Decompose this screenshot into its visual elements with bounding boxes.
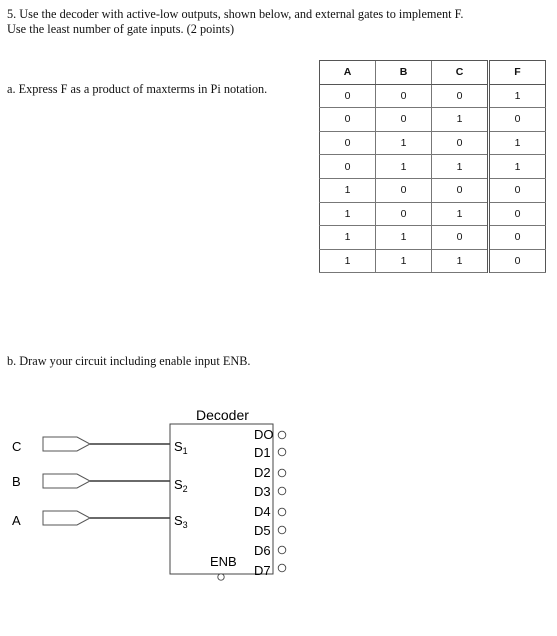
- decoder-title: Decoder: [196, 407, 249, 423]
- cell-a: 1: [320, 202, 376, 226]
- header-c: C: [432, 61, 489, 85]
- output-label-d3: D3: [254, 484, 271, 499]
- enable-bubble[interactable]: [218, 574, 224, 580]
- cell-b: 1: [376, 249, 432, 273]
- select-label-s2: $S_2$: [174, 477, 188, 494]
- cell-f: 0: [489, 108, 546, 132]
- part-a-question: a. Express F as a product of maxterms in Pi notation.: [7, 82, 268, 96]
- part-b-question: b. Draw your circuit including enable input ENB.: [7, 354, 251, 368]
- problem-line-1: 5. Use the decoder with active-low outputs, shown below, and external gates to implement F.: [7, 7, 464, 21]
- header-f: F: [489, 61, 546, 85]
- cell-b: 1: [376, 226, 432, 250]
- input-pin-b[interactable]: [43, 474, 90, 488]
- output-bubble-d4[interactable]: [278, 508, 286, 516]
- cell-a: 1: [320, 249, 376, 273]
- cell-a: 1: [320, 226, 376, 250]
- output-bubble-d7[interactable]: [278, 564, 286, 572]
- output-label-d0: DO: [254, 427, 274, 442]
- output-label-d7: D7: [254, 563, 271, 578]
- output-bubble-d0[interactable]: [278, 431, 286, 439]
- output-bubble-d1[interactable]: [278, 448, 286, 456]
- input-pin-c[interactable]: [43, 437, 90, 451]
- cell-c: 1: [432, 249, 489, 273]
- problem-line-2: Use the least number of gate inputs. (2 points): [7, 22, 235, 36]
- input-label-c: C: [12, 439, 22, 454]
- cell-f: 1: [489, 131, 546, 155]
- cell-f: 1: [489, 155, 546, 179]
- cell-f: 0: [489, 178, 546, 202]
- cell-a: 0: [320, 155, 376, 179]
- cell-a: 0: [320, 131, 376, 155]
- cell-f: 0: [489, 202, 546, 226]
- cell-c: 0: [432, 226, 489, 250]
- input-label-a: A: [12, 513, 21, 528]
- select-label-s3: $S_3$: [174, 513, 188, 530]
- output-bubble-d3[interactable]: [278, 487, 286, 495]
- cell-c: 1: [432, 155, 489, 179]
- cell-a: 1: [320, 178, 376, 202]
- input-pin-a[interactable]: [43, 511, 90, 525]
- cell-c: 0: [432, 131, 489, 155]
- cell-b: 1: [376, 155, 432, 179]
- output-label-d4: D4: [254, 504, 271, 519]
- cell-a: 0: [320, 84, 376, 108]
- cell-b: 0: [376, 202, 432, 226]
- output-bubble-d2[interactable]: [278, 469, 286, 477]
- header-b: B: [376, 61, 432, 85]
- select-label-s1: $S_1$: [174, 439, 188, 456]
- output-bubble-d5[interactable]: [278, 526, 286, 534]
- header-a: A: [320, 61, 376, 85]
- cell-b: 0: [376, 84, 432, 108]
- cell-c: 0: [432, 84, 489, 108]
- output-label-d5: D5: [254, 523, 271, 538]
- cell-c: 1: [432, 108, 489, 132]
- cell-b: 0: [376, 108, 432, 132]
- output-label-d2: D2: [254, 465, 271, 480]
- output-label-d1: D1: [254, 445, 271, 460]
- cell-b: 0: [376, 178, 432, 202]
- cell-f: 1: [489, 84, 546, 108]
- cell-c: 0: [432, 178, 489, 202]
- output-bubble-d6[interactable]: [278, 546, 286, 554]
- cell-a: 0: [320, 108, 376, 132]
- output-label-d6: D6: [254, 543, 271, 558]
- enable-label: ENB: [210, 554, 237, 569]
- input-label-b: B: [12, 474, 21, 489]
- cell-b: 1: [376, 131, 432, 155]
- cell-f: 0: [489, 249, 546, 273]
- cell-c: 1: [432, 202, 489, 226]
- cell-f: 0: [489, 226, 546, 250]
